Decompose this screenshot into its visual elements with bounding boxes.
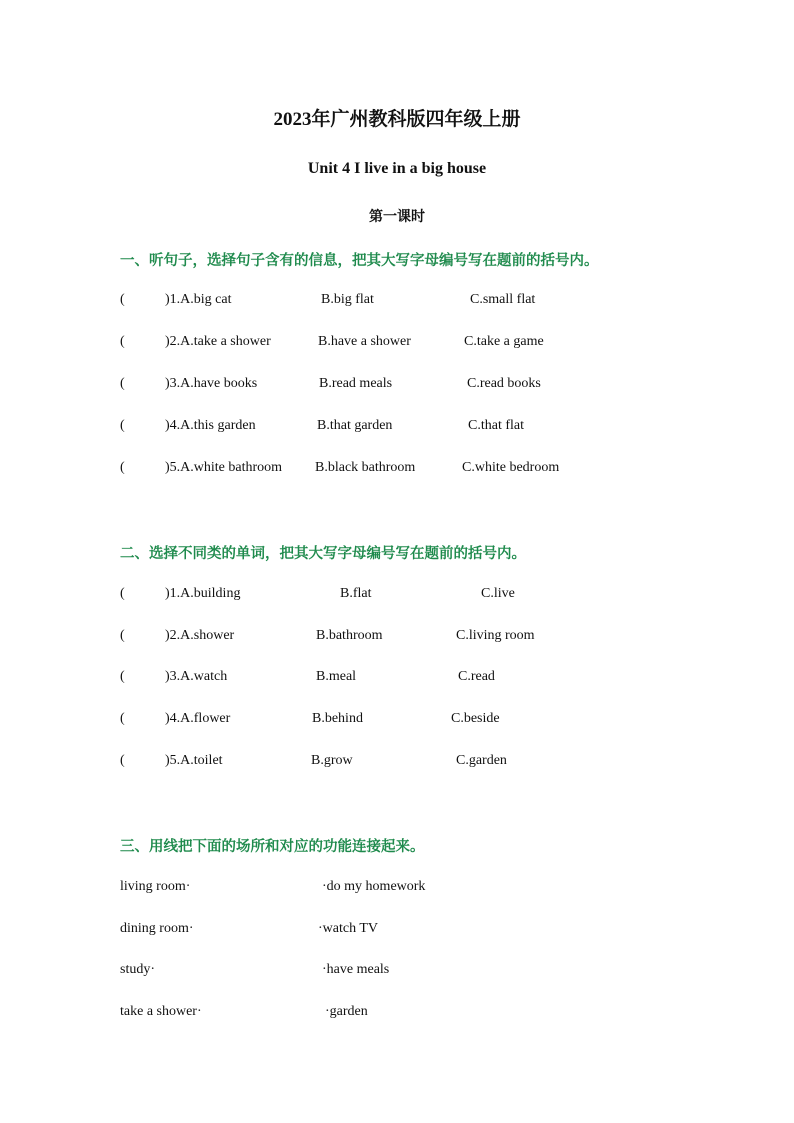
lesson-label: 第一课时	[369, 210, 425, 225]
option-a: )5.A.white bathroom	[165, 460, 283, 475]
answer-paren: (	[120, 586, 125, 601]
answer-paren: (	[120, 669, 125, 684]
option-b: B.grow	[311, 753, 353, 768]
place-label: take a shower·	[120, 1004, 202, 1019]
option-c: C.read books	[467, 376, 541, 391]
answer-paren: (	[120, 292, 125, 307]
option-c: C.living room	[456, 628, 535, 643]
answer-paren: (	[120, 460, 125, 475]
answer-paren: (	[120, 376, 125, 391]
section-2-heading: 二、选择不同类的单词，把其大写字母编号写在题前的括号内。	[120, 546, 526, 562]
option-b: B.bathroom	[316, 628, 383, 643]
answer-paren: (	[120, 753, 125, 768]
option-a: )3.A.watch	[165, 669, 228, 684]
option-c: C.white bedroom	[462, 460, 560, 475]
option-b: B.have a shower	[318, 334, 411, 349]
place-label: living room·	[120, 879, 191, 894]
place-label: study·	[120, 962, 155, 977]
option-a: )4.A.flower	[165, 711, 231, 726]
function-label: ·watch TV	[318, 921, 378, 936]
function-label: ·garden	[325, 1004, 368, 1019]
option-c: C.beside	[451, 711, 500, 726]
function-label: ·have meals	[322, 962, 390, 977]
option-c: C.that flat	[468, 418, 524, 433]
section-3-heading: 三、用线把下面的场所和对应的功能连接起来。	[120, 839, 425, 855]
option-a: )4.A.this garden	[165, 418, 256, 433]
unit-subtitle: Unit 4 I live in a big house	[307, 160, 487, 177]
option-b: B.behind	[312, 711, 363, 726]
option-a: )2.A.shower	[165, 628, 235, 643]
page-title: 2023年广州教科版四年级上册	[273, 109, 521, 130]
option-c: C.live	[481, 586, 515, 601]
option-b: B.that garden	[317, 418, 393, 433]
answer-paren: (	[120, 628, 125, 643]
option-a: )1.A.big cat	[165, 292, 232, 307]
option-b: B.flat	[340, 586, 372, 601]
option-a: )1.A.building	[165, 586, 241, 601]
section-1-heading: 一、听句子，选择句子含有的信息，把其大写字母编号写在题前的括号内。	[120, 253, 599, 269]
option-a: )5.A.toilet	[165, 753, 223, 768]
answer-paren: (	[120, 418, 125, 433]
option-c: C.read	[458, 669, 495, 684]
option-c: C.small flat	[470, 292, 536, 307]
answer-paren: (	[120, 711, 125, 726]
place-label: dining room·	[120, 921, 194, 936]
option-b: B.read meals	[319, 376, 393, 391]
option-c: C.take a game	[464, 334, 544, 349]
option-b: B.black bathroom	[315, 460, 416, 475]
option-a: )2.A.take a shower	[165, 334, 271, 349]
option-a: )3.A.have books	[165, 376, 258, 391]
option-c: C.garden	[456, 753, 507, 768]
option-b: B.meal	[316, 669, 357, 684]
answer-paren: (	[120, 334, 125, 349]
option-b: B.big flat	[321, 292, 374, 307]
function-label: ·do my homework	[322, 879, 426, 894]
